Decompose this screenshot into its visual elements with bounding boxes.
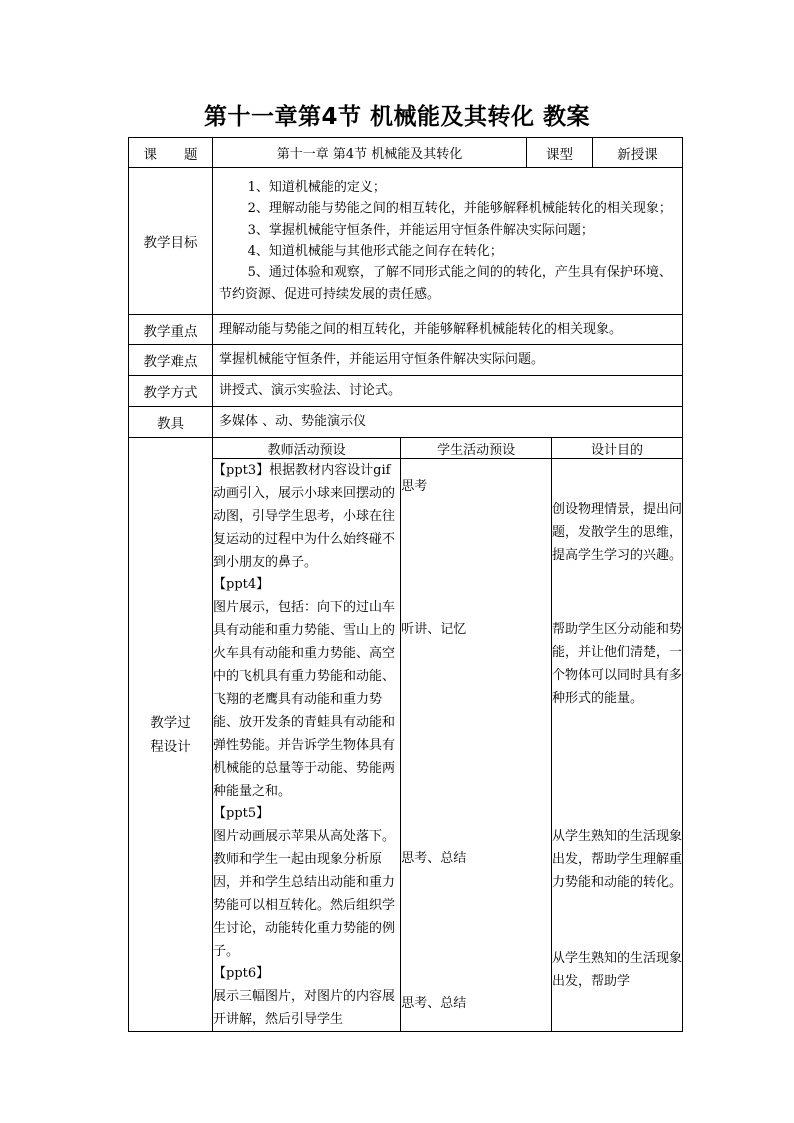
key-point-value: 理解动能与势能之间的相互转化，并能够解释机械能转化的相关现象。: [213, 315, 683, 345]
step-purpose-ppt5: 从学生熟知的生活现象出发，帮助学生理解重力势能和动能的转化。: [551, 828, 682, 890]
process-label-text: 教学过程设计: [150, 714, 191, 755]
tools-label: 教具: [129, 407, 213, 438]
process-content: [213, 438, 683, 1032]
step-tag-ppt5: 【ppt5】: [213, 806, 270, 821]
student-column: [401, 459, 552, 1032]
goals-content: [213, 168, 683, 315]
key-point-row: [129, 315, 683, 345]
header-teacher: 教师活动预设: [213, 438, 401, 459]
process-label: [129, 438, 213, 1032]
goal-item: 3、掌握机械能守恒条件，并能运用守恒条件解决实际问题；: [247, 222, 594, 238]
document-title: 第十一章第4节 机械能及其转化 教案: [203, 104, 591, 130]
step-teacher-ppt5: 图片动画展示苹果从高处落下。教师和学生一起由现象分析原因，并和学生总结出动能和重力势能可以相互转化。然后组织学生讨论，动能转化重力势能的例子。: [213, 829, 396, 959]
process-body-row: [213, 459, 682, 1032]
difficulty-row: [129, 345, 683, 376]
key-point-label: 教学重点: [129, 315, 213, 345]
purpose-column: [551, 459, 682, 1032]
lesson-type-label: 课型: [527, 138, 593, 168]
method-value: 讲授式、演示实验法、讨论式。: [213, 376, 683, 407]
step-purpose-ppt3: 创设物理情景，提出问题，发散学生的思维，提高学生学习的兴趣。: [551, 501, 682, 563]
header-student: 学生活动预设: [401, 438, 552, 459]
process-header-row: [213, 438, 682, 459]
step-purpose-ppt4: 帮助学生区分动能和势能，并让他们清楚，一个物体可以同时具有多种形式的能量。: [551, 621, 682, 706]
step-teacher-ppt6: 展示三幅图片，对图片的内容展开讲解，然后引导学生: [213, 989, 396, 1027]
process-table: [213, 438, 682, 1031]
goal-item: 5、通过体验和观察，了解不同形式能之间的的转化，产生具有保护环境、节约资源、促进可持续发展的责任感。: [219, 265, 672, 302]
teacher-column: [213, 459, 401, 1032]
step-tag-ppt6: 【ppt6】: [213, 966, 270, 981]
difficulty-value: 掌握机械能守恒条件，并能运用守恒条件解决实际问题。: [213, 345, 683, 376]
step-purpose-ppt6: 从学生熟知的生活现象出发，帮助学: [551, 950, 682, 989]
topic-label: 课 题: [129, 138, 213, 168]
lesson-plan-table: [128, 137, 683, 1032]
method-label: 教学方式: [129, 376, 213, 407]
goal-item: 1、知道机械能的定义；: [247, 179, 386, 195]
goals-row: [129, 168, 683, 315]
step-tag-ppt4: 【ppt4】: [213, 577, 270, 592]
lesson-type-value: 新授课: [593, 138, 683, 168]
method-row: [129, 376, 683, 407]
step-student-ppt4: 听讲、记忆: [401, 622, 467, 637]
step-teacher-ppt3: 【ppt3】根据教材内容设计gif动画引入，展示小球来回摆动的动图，引导学生思考，小球在往复运动的过程中为什么始终碰不到小朋友的鼻子。: [213, 463, 396, 570]
header-purpose: 设计目的: [551, 438, 682, 459]
tools-row: [129, 407, 683, 438]
step-student-ppt5: 思考、总结: [401, 851, 467, 866]
goal-item: 4、知道机械能与其他形式能之间存在转化；: [247, 244, 503, 259]
goals-label: 教学目标: [129, 168, 213, 315]
topic-row: [129, 138, 683, 168]
step-teacher-ppt4: 图片展示，包括：向下的过山车具有动能和重力势能、雪山上的火车具有动能和重力势能、高空中的飞机具有重力势能和动能、飞翔的老鹰具有动能和重力势能、放开发条的青蛙具有动能和弹性势能。并告诉学生物体具有机械能的总量等于动能、势能两种能量之和。: [213, 600, 396, 799]
step-student-ppt6: 思考、总结: [401, 996, 467, 1011]
topic-value: 第十一章 第4节 机械能及其转化: [213, 138, 527, 168]
difficulty-label: 教学难点: [129, 345, 213, 376]
tools-value: 多媒体 、动、势能演示仪: [213, 407, 683, 438]
step-student-ppt3: 思考: [401, 479, 428, 494]
goal-item: 2、理解动能与势能之间的相互转化，并能够解释机械能转化的相关现象；: [247, 201, 672, 217]
process-row: [129, 438, 683, 1032]
